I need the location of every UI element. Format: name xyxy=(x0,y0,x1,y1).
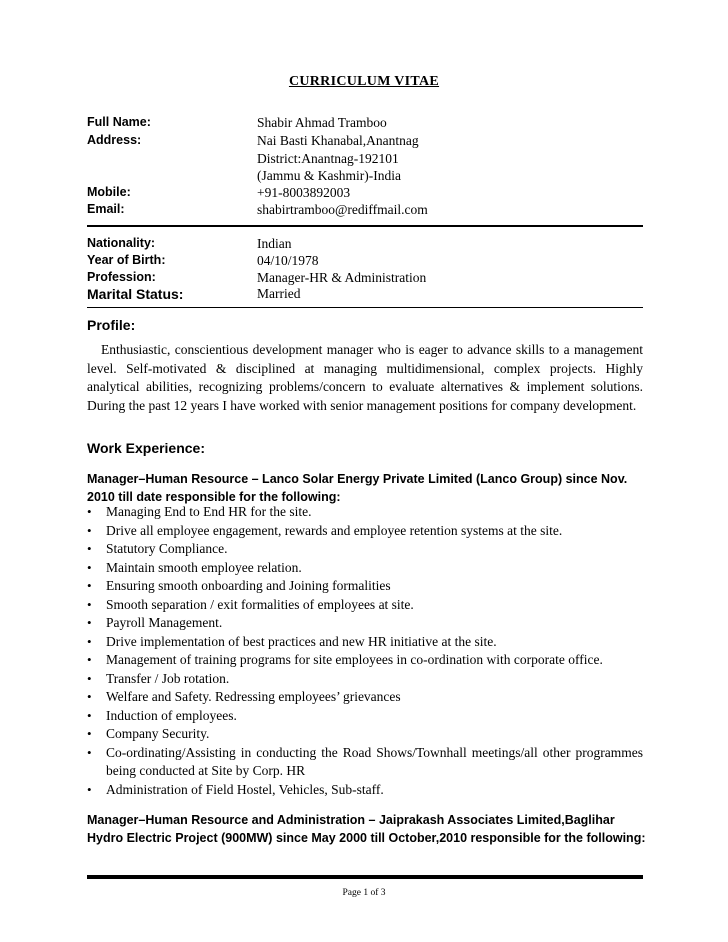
full-name-row xyxy=(87,115,647,133)
nationality-label: Nationality: xyxy=(87,236,156,250)
list-item xyxy=(87,651,643,670)
list-item xyxy=(87,596,643,615)
bullet-icon: • xyxy=(87,726,92,741)
bullet-icon: • xyxy=(87,633,92,649)
email-row xyxy=(87,202,647,220)
bullet-icon: • xyxy=(87,781,92,797)
full-name-label: Full Name: xyxy=(87,115,151,129)
address-line-1: Nai Basti Khanabal,Anantnag xyxy=(257,133,419,148)
address-line-3: (Jammu & Kashmir)-India xyxy=(257,168,401,183)
divider-rule xyxy=(87,225,643,227)
list-item xyxy=(87,614,643,633)
list-item xyxy=(87,559,643,578)
list-item-text: Administration of Field Hostel, Vehicles, Sub-staff. xyxy=(106,781,384,797)
bullet-icon: • xyxy=(87,707,92,723)
document-title: CURRICULUM VITAE xyxy=(288,74,440,89)
list-item-text: Ensuring smooth onboarding and Joining formalities xyxy=(106,578,391,593)
bullet-icon: • xyxy=(87,596,92,612)
marital-status-value: Married xyxy=(257,286,301,301)
bullet-icon: • xyxy=(87,615,92,630)
profile-heading: Profile: xyxy=(87,317,136,333)
profession-value: Manager-HR & Administration xyxy=(257,270,427,285)
profession-label: Profession: xyxy=(87,270,156,284)
work-experience-heading: Work Experience: xyxy=(87,440,206,456)
list-item xyxy=(87,781,643,800)
email-value: shabirtramboo@rediffmail.com xyxy=(257,202,428,217)
list-item xyxy=(87,670,643,689)
address-label: Address: xyxy=(87,133,142,147)
list-item xyxy=(87,725,643,744)
marital-status-row xyxy=(87,286,647,304)
bullet-icon: • xyxy=(87,522,92,538)
address-row-2 xyxy=(87,151,647,169)
bullet-icon: • xyxy=(87,504,92,519)
list-item xyxy=(87,522,643,541)
full-name-value: Shabir Ahmad Tramboo xyxy=(257,115,387,130)
list-item xyxy=(87,633,643,652)
list-item-text: Payroll Management. xyxy=(106,615,223,630)
bullet-icon: • xyxy=(87,559,92,575)
address-row xyxy=(87,133,647,151)
list-item xyxy=(87,577,643,596)
address-row-3 xyxy=(87,168,647,186)
footer-rule xyxy=(87,875,643,879)
list-item-text: Smooth separation / exit formalities of employees at site. xyxy=(106,596,414,612)
bullet-icon: • xyxy=(87,670,92,686)
nationality-value: Indian xyxy=(257,236,292,251)
marital-status-label: Marital Status: xyxy=(87,286,184,302)
nationality-row xyxy=(87,236,647,254)
job-1-responsibilities xyxy=(87,503,643,799)
bullet-icon: • xyxy=(87,541,92,556)
year-of-birth-row xyxy=(87,253,647,271)
list-item-text: Statutory Compliance. xyxy=(106,541,228,556)
mobile-label: Mobile: xyxy=(87,185,131,199)
list-item xyxy=(87,503,643,522)
list-item xyxy=(87,707,643,726)
job-2-title: Manager–Human Resource and Administration – Jaiprakash Associates Limited,Baglihar Hydro Electric Project (900MW) since May 2000 till October,2010 responsible for the following: xyxy=(87,813,646,845)
bullet-icon: • xyxy=(87,652,92,667)
bullet-icon: • xyxy=(87,578,92,593)
list-item-text: Managing End to End HR for the site. xyxy=(106,504,312,519)
job-1-title: Manager–Human Resource – Lanco Solar Energy Private Limited (Lanco Group) since Nov. 2010 till date responsible for the following: xyxy=(87,472,628,504)
list-item-text: Transfer / Job rotation. xyxy=(106,670,230,686)
page-number: Page 1 of 3 xyxy=(342,888,386,898)
list-item-text: Company Security. xyxy=(106,726,210,741)
bullet-icon: • xyxy=(87,689,92,704)
year-of-birth-value: 04/10/1978 xyxy=(257,253,319,268)
divider-rule-thin xyxy=(87,307,643,308)
profile-text: Enthusiastic, conscientious development manager who is eager to advance skills to a management level. Self-motivated & disciplined at managing multidimensional, complex projects. Highly analytical abilities, recognizing problems/concern to evaluate alternatives & implement solutions. During the past 12 years I have worked with senior management positions for company development. xyxy=(87,342,643,413)
address-line-2: District:Anantnag-192101 xyxy=(257,151,399,166)
mobile-value: +91-8003892003 xyxy=(257,185,351,200)
year-of-birth-label: Year of Birth: xyxy=(87,253,166,267)
list-item-text: Co-ordinating/Assisting in conducting the Road Shows/Townhall meetings/all other programmes being conducted at Site by Corp. HR xyxy=(106,744,643,778)
mobile-row xyxy=(87,185,647,203)
list-item-text: Maintain smooth employee relation. xyxy=(106,559,302,575)
list-item xyxy=(87,744,643,781)
email-label: Email: xyxy=(87,202,125,216)
list-item-text: Induction of employees. xyxy=(106,707,237,723)
bullet-icon: • xyxy=(87,744,92,760)
list-item-text: Drive all employee engagement, rewards and employee retention systems at the site. xyxy=(106,522,563,538)
list-item xyxy=(87,688,643,707)
list-item xyxy=(87,540,643,559)
list-item-text: Management of training programs for site employees in co-ordination with corporate office. xyxy=(106,652,603,667)
list-item-text: Welfare and Safety. Redressing employees’ grievances xyxy=(106,689,401,704)
list-item-text: Drive implementation of best practices and new HR initiative at the site. xyxy=(106,633,497,649)
